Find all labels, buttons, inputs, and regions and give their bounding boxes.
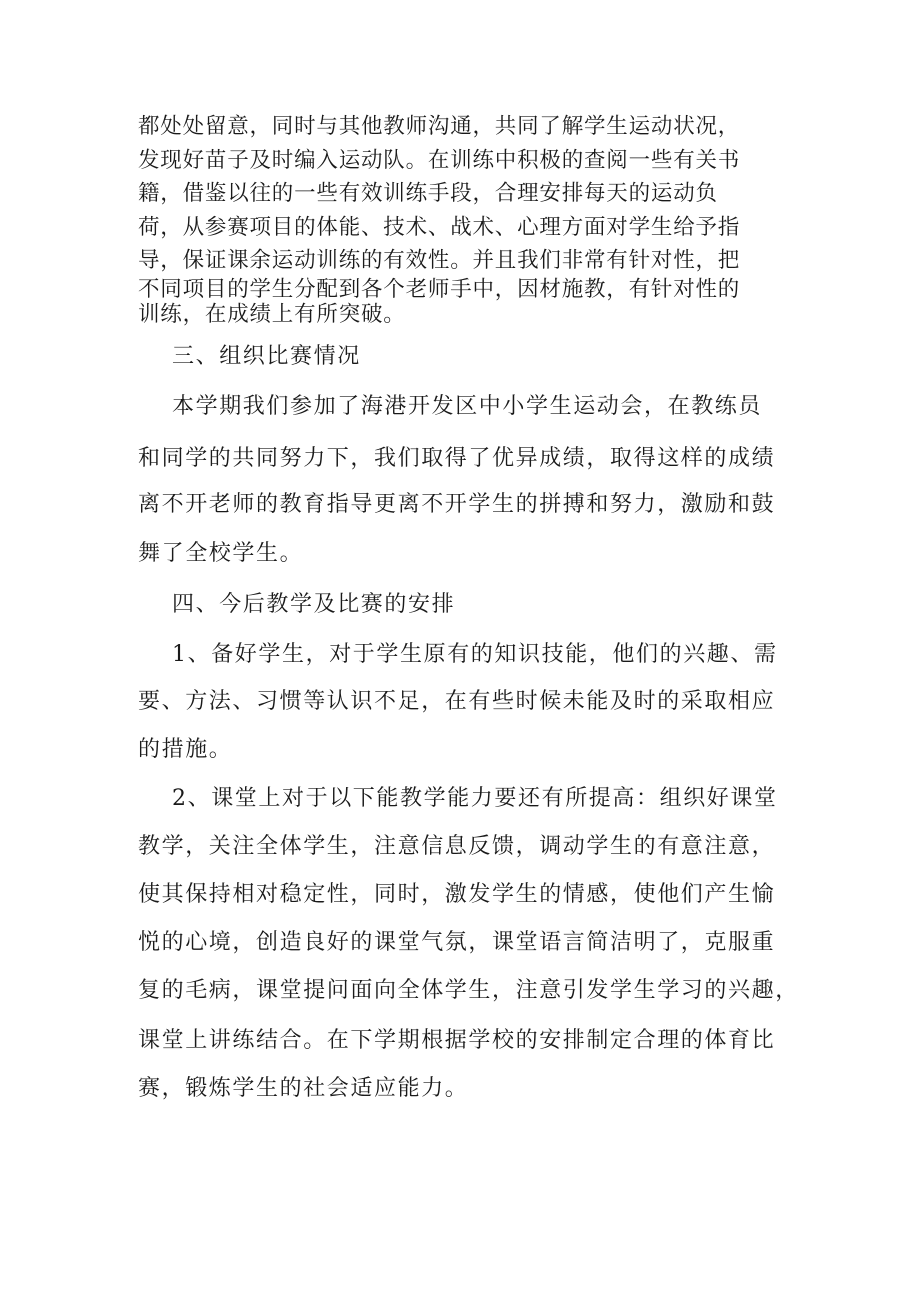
paragraph-line: 本学期我们参加了海港开发区中小学生运动会，在教练员 bbox=[172, 394, 763, 419]
list-item-line: 1、备好学生，对于学生原有的知识技能，他们的兴趣、需 bbox=[172, 642, 778, 667]
paragraph-line: 不同项目的学生分配到各个老师手中，因材施教，有针对性的 bbox=[138, 277, 741, 302]
paragraph-line: 舞了全校学生。 bbox=[138, 541, 304, 566]
list-item-line: 使其保持相对稳定性，同时，激发学生的情感，使他们产生愉 bbox=[138, 882, 776, 907]
paragraph-line: 和同学的共同努力下，我们取得了优异成绩，取得这样的成绩 bbox=[138, 446, 776, 471]
list-item-line: 赛，锻炼学生的社会适应能力。 bbox=[138, 1076, 469, 1101]
paragraph-line: 训练，在成绩上有所突破。 bbox=[138, 302, 406, 327]
paragraph-line: 籍，借鉴以往的一些有效训练手段，合理安排每天的运动负 bbox=[138, 181, 718, 206]
list-item-line: 要、方法、习惯等认识不足，在有些时候未能及时的采取相应 bbox=[138, 689, 776, 714]
paragraph-line: 发现好苗子及时编入运动队。在训练中积极的查阅一些有关书 bbox=[138, 148, 741, 173]
list-item-line: 2、课堂上对于以下能教学能力要还有所提高：组织好课堂 bbox=[172, 786, 778, 811]
paragraph-line: 离不开老师的教育指导更离不开学生的拼搏和努力，激励和鼓 bbox=[138, 492, 776, 517]
list-item-line: 悦的心境，创造良好的课堂气氛，课堂语言简洁明了，克服重 bbox=[138, 930, 776, 955]
list-item-line: 课堂上讲练结合。在下学期根据学校的安排制定合理的体育比 bbox=[138, 1028, 776, 1053]
list-item-line: 教学，关注全体学生，注意信息反馈，调动学生的有意注意， bbox=[138, 834, 776, 859]
section-heading: 三、组织比赛情况 bbox=[172, 344, 361, 369]
section-heading: 四、今后教学及比赛的安排 bbox=[172, 592, 456, 617]
list-item-line: 的措施。 bbox=[138, 737, 233, 762]
paragraph-line: 导，保证课余运动训练的有效性。并且我们非常有针对性，把 bbox=[138, 248, 741, 273]
paragraph-line: 都处处留意，同时与其他教师沟通，共同了解学生运动状况， bbox=[138, 114, 741, 139]
list-item-line: 复的毛病，课堂提问面向全体学生，注意引发学生学习的兴趣， bbox=[138, 978, 799, 1003]
paragraph-line: 荷，从参赛项目的体能、技术、战术、心理方面对学生给予指 bbox=[138, 215, 741, 240]
